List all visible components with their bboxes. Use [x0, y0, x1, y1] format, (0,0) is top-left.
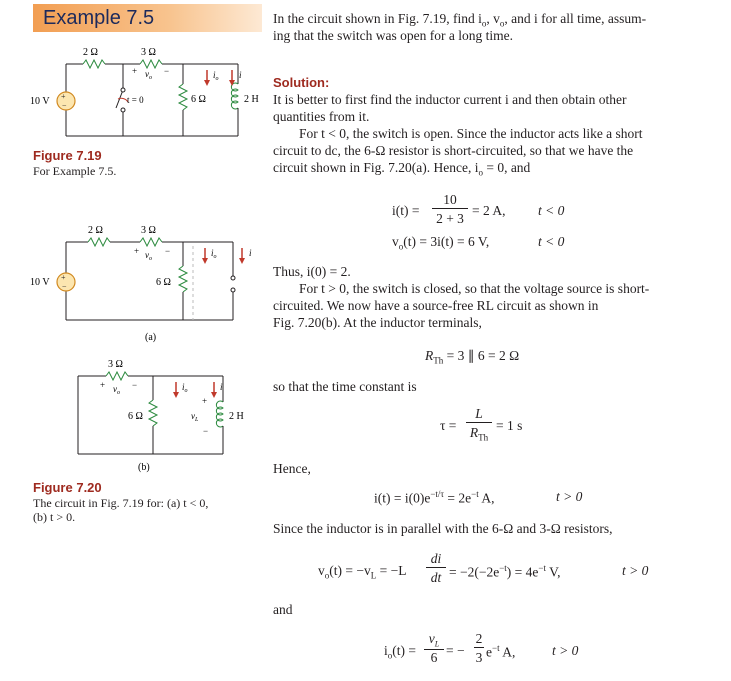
- figure-7-20-caption-line1: The circuit in Fig. 7.19 for: (a) t < 0,: [33, 496, 209, 510]
- fig719-switch-label: t = 0: [127, 95, 144, 105]
- example-banner: [33, 4, 262, 32]
- hence-line: Hence,: [273, 461, 311, 476]
- p3-line-3: Fig. 7.20(b). At the inductor terminals,: [273, 315, 482, 330]
- p3-line-1: For t > 0, the switch is closed, so that the voltage source is short-: [299, 281, 650, 296]
- p3-line-2: circuited. We now have a source-free RL circuit as shown in: [273, 298, 599, 313]
- svg-text:io: [182, 382, 188, 394]
- fig720a-source: 10 V: [30, 277, 50, 288]
- fig720a-io-sub: o: [213, 254, 217, 260]
- io-eq-right: $e^{-t}$ A,: [486, 643, 516, 660]
- p1-line-1: It is better to first find the inductor current i and then obtain other: [273, 92, 627, 107]
- fig719-r2: 3 Ω: [141, 47, 156, 58]
- example-title: Example 7.5: [43, 7, 155, 29]
- fig720b-r3: 6 Ω: [128, 411, 143, 422]
- io-eq-left: $i_o(t)$ =: [384, 643, 416, 661]
- fig720b-io-sub: o: [184, 388, 188, 394]
- io-frac-denominator: 3: [475, 650, 483, 665]
- io-numerator: $v_L$: [424, 631, 444, 650]
- svg-text:−: −: [62, 282, 67, 291]
- svg-text:+: +: [100, 380, 106, 390]
- fig720b-i: i: [220, 382, 223, 392]
- fig719-r3: 6 Ω: [191, 94, 206, 105]
- fig720a-i: i: [249, 248, 252, 258]
- tau-rhs: = 1 s: [496, 418, 523, 433]
- io-frac-numerator: 2: [475, 631, 483, 646]
- tau-lhs: τ =: [440, 418, 457, 433]
- fig719-io-sub: o: [215, 76, 219, 82]
- svg-text:+: +: [134, 246, 140, 256]
- fig719-io: i: [213, 70, 216, 80]
- fig720a-vo: v: [145, 250, 149, 260]
- eq1-lhs: i(t) =: [392, 203, 420, 218]
- eq1-condition: t < 0: [538, 203, 565, 218]
- vo-eq-left: $v_o(t) = -v_L = -L$: [318, 563, 407, 581]
- svg-text:vo: [145, 69, 152, 81]
- svg-text:−: −: [164, 66, 170, 76]
- svg-text:vL: [191, 411, 199, 423]
- tau-denominator: $R_{Th}$: [469, 425, 489, 443]
- figure-7-19-caption: For Example 7.5.: [33, 164, 117, 178]
- svg-text:+: +: [61, 273, 66, 282]
- fig720b-vo: v: [113, 384, 117, 394]
- svg-text:io: [213, 70, 219, 82]
- fig719-source: 10 V: [30, 96, 50, 107]
- fig719-vo: v: [145, 69, 149, 79]
- eq1-denominator: 2 + 3: [436, 211, 464, 226]
- rth-equation: $R_{Th} = 3$ ∥ 6 = 2 Ω: [425, 348, 520, 366]
- fig720b-inductor: 2 H: [229, 411, 244, 422]
- figure-7-20-caption-line2: (b) t > 0.: [33, 510, 76, 524]
- io-denominator: 6: [430, 650, 438, 665]
- svg-text:−: −: [203, 426, 209, 436]
- svg-text:+: +: [132, 66, 138, 76]
- svg-text:vo: [113, 384, 120, 396]
- figure-7-20a-circuit: [28, 218, 268, 348]
- svg-text:−: −: [132, 380, 138, 390]
- solution-heading: Solution:: [273, 75, 330, 90]
- eq1-rhs: = 2 A,: [472, 203, 506, 218]
- p1-line-2: quantities from it.: [273, 109, 370, 124]
- intro-line-2: ing that the switch was open for a long time.: [273, 28, 513, 43]
- fig720a-io: i: [211, 248, 214, 258]
- eq1-numerator: 10: [432, 192, 468, 209]
- it-condition: t > 0: [556, 489, 583, 504]
- fig720a-tag: (a): [145, 332, 157, 343]
- svg-text:+: +: [202, 396, 208, 406]
- p2-line-1: For t < 0, the switch is open. Since the inductor acts like a short: [299, 126, 643, 141]
- fig720b-tag: (b): [138, 462, 150, 473]
- svg-text:vo: [145, 250, 152, 262]
- fig719-i: i: [239, 70, 242, 80]
- p2-line-3: circuit shown in Fig. 7.20(a). Hence, $i_o = 0$, and: [273, 160, 531, 178]
- p2-line-2: circuit to dc, the 6-Ω resistor is short-circuited, so that we have the: [273, 143, 634, 158]
- figure-7-19-circuit: [28, 40, 268, 152]
- fig719-r1: 2 Ω: [83, 47, 98, 58]
- svg-text:−: −: [165, 246, 171, 256]
- tau-numerator: L: [466, 406, 492, 423]
- svg-text:−: −: [62, 101, 67, 110]
- fig720b-io: i: [182, 382, 185, 392]
- svg-text:+: +: [61, 92, 66, 101]
- vo-denominator: dt: [430, 570, 442, 585]
- vo-condition: t > 0: [622, 563, 649, 578]
- fig719-vo-sub: o: [149, 75, 152, 81]
- fig720b-vo-sub: o: [117, 390, 120, 396]
- fig720a-r1: 2 Ω: [88, 225, 103, 236]
- eq2-condition: t < 0: [538, 234, 565, 249]
- io-eq-mid: = −: [446, 643, 465, 658]
- and-line: and: [273, 602, 293, 617]
- fig719-inductor: 2 H: [244, 94, 259, 105]
- fig720a-r2: 3 Ω: [141, 225, 156, 236]
- since-line: Since the inductor is in parallel with the 6-Ω and 3-Ω resistors,: [273, 521, 613, 536]
- figure-7-19-label: Figure 7.19: [33, 148, 102, 163]
- figure-7-20b-circuit: [28, 352, 268, 478]
- fig720a-r3: 6 Ω: [156, 277, 171, 288]
- it-equation: $i(t) = i(0)e^{-t/\tau} = 2e^{-t}$ A,: [374, 489, 495, 506]
- fig720b-vl: v: [191, 411, 195, 421]
- figure-7-20-label: Figure 7.20: [33, 480, 102, 495]
- vo-eq-right: = $-2(-2e^{-t}) = 4e^{-t}$ V,: [449, 563, 561, 580]
- fig720a-vo-sub: o: [149, 256, 152, 262]
- fig720b-vl-sub: L: [195, 417, 199, 423]
- so-that-line: so that the time constant is: [273, 379, 417, 394]
- eq2: $v_o(t) = 3i(t) = 6$ V,: [392, 234, 490, 252]
- vo-numerator: di: [426, 551, 446, 568]
- thus-line: Thus, i(0) = 2.: [273, 264, 351, 279]
- intro-line-1: In the circuit shown in Fig. 7.19, find $i_o$, $v_o$, and i for all time, assum-: [273, 11, 647, 29]
- io-condition: t > 0: [552, 643, 579, 658]
- fig720b-r2: 3 Ω: [108, 359, 123, 370]
- svg-text:io: [211, 248, 217, 260]
